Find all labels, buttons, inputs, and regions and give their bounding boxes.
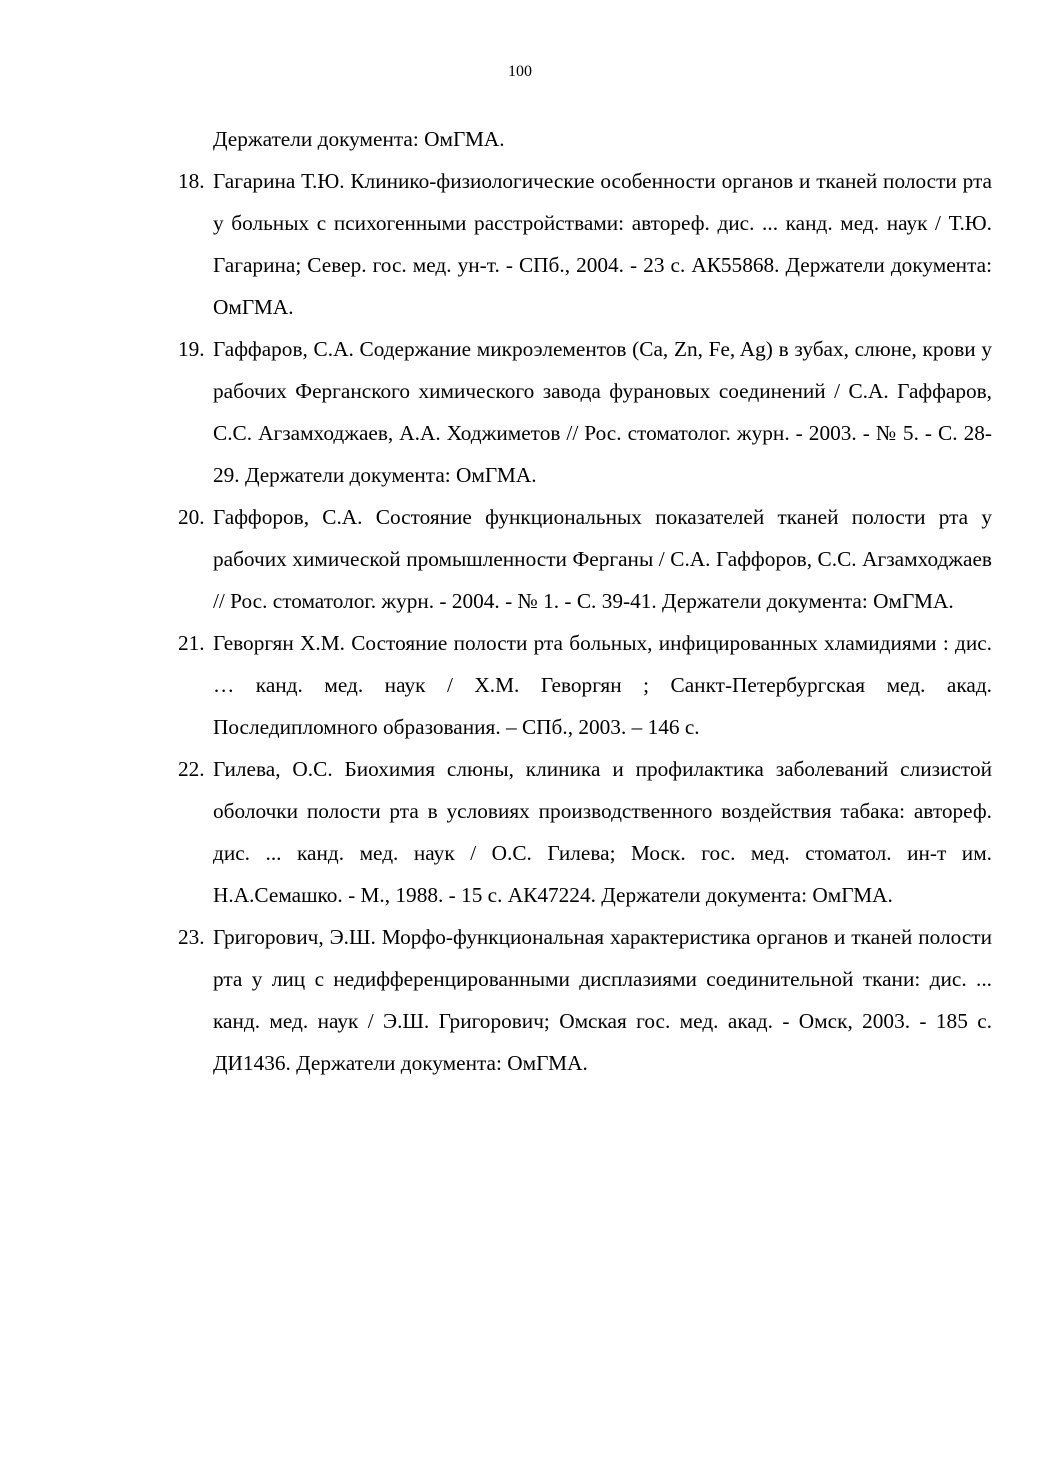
reference-item: [178, 160, 992, 328]
reference-text: Гагарина Т.Ю. Клинико-физиологические особенности органов и тканей полости рта у больных с психогенными расстройствами: автореф. дис. ... канд. мед. наук / Т.Ю. Гагарина; Север. гос. мед. ун-т. - СПб., 2004. - 23 с. АК55868. Держатели документа: ОмГМА.: [213, 169, 992, 319]
reference-number: 20.: [178, 505, 205, 529]
reference-text: Гилева, О.С. Биохимия слюны, клиника и профилактика заболеваний слизистой оболочки полости рта в условиях производственного воздействия табака: автореф. дис. ... канд. мед. наук / О.С. Гилева; Моск. гос. мед. стоматол. ин-т им. Н.А.Семашко. - М., 1988. - 15 с. АК47224. Держатели документа: ОмГМА.: [213, 757, 992, 907]
reference-text: Григорович, Э.Ш. Морфо-функциональная характеристика органов и тканей полости рта у лиц с недифференцированными дисплазиями соединительной ткани: дис. ... канд. мед. наук / Э.Ш. Григорович; Омская гос. мед. акад. - Омск, 2003. - 185 с. ДИ1436. Держатели документа: ОмГМА.: [213, 925, 992, 1075]
reference-item: [178, 496, 992, 622]
reference-text: Гаффоров, С.А. Состояние функциональных показателей тканей полости рта у рабочих химической промышленности Ферганы / С.А. Гаффоров, С.С. Агзамходжаев // Рос. стоматолог. журн. - 2004. - № 1. - С. 39-41. Держатели документа: ОмГМА.: [213, 505, 992, 613]
reference-number: 23.: [178, 925, 205, 949]
reference-item: [178, 622, 992, 748]
reference-list-section: [178, 118, 992, 1084]
reference-continuation: Держатели документа: ОмГМА.: [213, 127, 505, 151]
reference-number: 21.: [178, 631, 205, 655]
reference-list: [178, 160, 992, 1084]
reference-item: [178, 328, 992, 496]
reference-item: [178, 748, 992, 916]
reference-number: 19.: [178, 337, 205, 361]
reference-text: Гаффаров, С.А. Содержание микроэлементов (Ca, Zn, Fe, Ag) в зубах, слюне, крови у рабочих Ферганского химического завода фурановых соединений / С.А. Гаффаров, С.С. Агзамходжаев, А.А. Ходжиметов // Рос. стоматолог. журн. - 2003. - № 5. - С. 28-29. Держатели документа: ОмГМА.: [213, 337, 992, 487]
reference-item: [178, 916, 992, 1084]
reference-number: 18.: [178, 169, 205, 193]
reference-number: 22.: [178, 757, 205, 781]
reference-text: Геворгян Х.М. Состояние полости рта больных, инфицированных хламидиями : дис. … канд. мед. наук / Х.М. Геворгян ; Санкт-Петербургская мед. акад. Последипломного образования. – СПб., 2003. – 146 с.: [213, 631, 992, 739]
page-number: 100: [508, 63, 532, 80]
